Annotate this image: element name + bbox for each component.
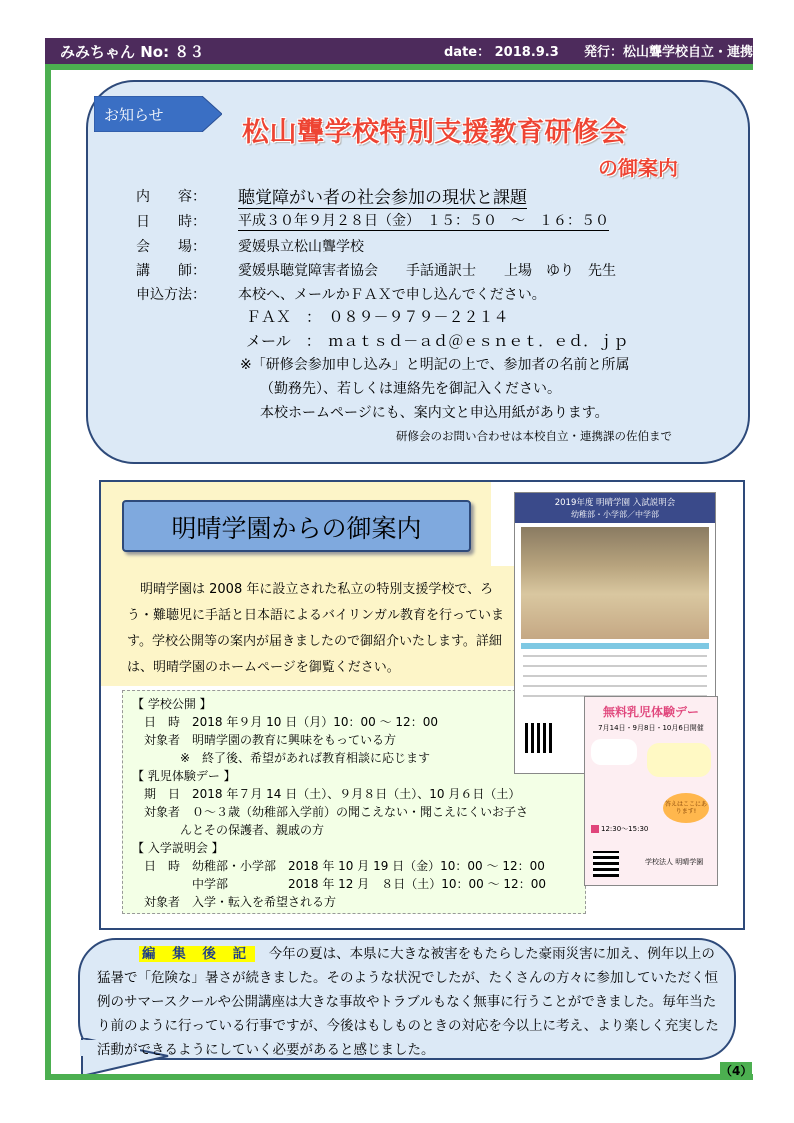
contact-note: 研修会のお問い合わせは本校自立・連携課の佐伯まで bbox=[396, 429, 672, 443]
newsletter-title: みみちゃん No: ８３ bbox=[60, 43, 205, 61]
notice-tag-label: お知らせ bbox=[104, 106, 164, 124]
row-value-datetime: 平成３０年９月２８日（金） １５：５０ ～ １６：５０ bbox=[238, 210, 609, 231]
flyer-text-line bbox=[523, 675, 707, 677]
row-label-lecturer: 講 師： bbox=[136, 263, 206, 279]
row-label-application: 申込方法： bbox=[136, 287, 206, 303]
flyer2-bullet bbox=[591, 825, 599, 833]
event-line: 中学部 2018 年 12 月 ８日（土）10：00 ～ 12：00 bbox=[132, 877, 546, 891]
homepage-note: 本校ホームページにも、案内文と申込用紙があります。 bbox=[260, 405, 609, 421]
newsletter-date: date： 2018.9.3 bbox=[444, 45, 559, 60]
event-line: 期 日 2018 年７月 14 日（土）、９月８日（土）、10 月６日（土） bbox=[132, 787, 521, 801]
event-line: 日 時 幼稚部・小学部 2018 年 10 月 19 日（金）10：00 ～ 12：00 bbox=[132, 859, 545, 873]
event-line: 【 入学説明会 】 bbox=[132, 841, 224, 855]
event-line: 【 学校公開 】 bbox=[132, 697, 212, 711]
event-line: 日 時 2018 年９月 10 日（月）10：00 ～ 12：00 bbox=[132, 715, 438, 729]
infant-day-flyer-image bbox=[584, 696, 718, 886]
editor-note-text bbox=[97, 942, 722, 1062]
event-line: ※ 終了後、希望があれば教育相談に応じます bbox=[132, 751, 431, 765]
row-value-venue: 愛媛県立松山聾学校 bbox=[238, 239, 364, 255]
event-line: 対象者 入学・転入を希望される方 bbox=[132, 895, 337, 909]
event-line: んとその保護者、親戚の方 bbox=[132, 823, 325, 837]
event-line: 対象者 ０～３歳（幼稚部入学前）の聞こえない・聞こえにくいお子さ bbox=[132, 805, 529, 819]
flyer2-answer-text: 答えはここにあります! bbox=[664, 801, 707, 815]
row-label-datetime: 日 時： bbox=[136, 214, 206, 230]
flyer2-title: 無料乳児体験デー bbox=[602, 705, 699, 719]
footer-line bbox=[45, 1074, 753, 1080]
event-line: 対象者 明晴学園の教育に興味をもっている方 bbox=[132, 733, 397, 747]
flyer-text-line bbox=[523, 655, 707, 657]
page-number: （4） bbox=[720, 1064, 753, 1078]
qr-code-icon bbox=[593, 851, 619, 877]
flyer2-bubble bbox=[647, 743, 711, 777]
notice-subtitle: の御案内 bbox=[598, 156, 678, 180]
flyer-subtitle: 幼稚部・小学部／中学部 bbox=[571, 510, 659, 519]
row-value-lecturer: 愛媛県聴覚障害者協会 手話通訳士 上場 ゆり 先生 bbox=[238, 263, 616, 279]
fax-number: ＦＡＸ ： ０８９－９７９－２２１４ bbox=[246, 308, 509, 326]
flyer-title: 2019年度 明晴学園 入試説明会 bbox=[554, 498, 676, 508]
flyer2-bubble bbox=[591, 739, 637, 765]
row-value-content: 聴覚障がい者の社会参加の現状と課題 bbox=[238, 183, 527, 209]
header-accent-line bbox=[45, 64, 753, 70]
newsletter-publisher: 発行：松山聾学校自立・連携課 bbox=[584, 45, 767, 60]
editor-note-badge: 編 集 後 記 bbox=[139, 946, 255, 962]
school-heading: 明晴学園からの御案内 bbox=[171, 514, 422, 543]
editor-note-body: 今年の夏は、本県に大きな被害をもたらした豪雨災害に加え、例年以上の猛暑で「危険な」暑さが続きました。そのような状況でしたが、たくさんの方々に参加していただく恒例のサマースクールや公開講座は大きな事故やトラブルもなく無事に行うことができました。毎年当たり前のように行っている行事ですが、今後はもしものときの対応を今以上に考え、より楽しく充実した活動ができるようにしていく必要があると感じました。 bbox=[97, 946, 719, 1058]
application-note-1: ※「研修会参加申し込み」と明記の上で、参加者の名前と所属 bbox=[240, 357, 630, 373]
row-value-application: 本校へ、メールかＦＡＸで申し込んでください。 bbox=[238, 287, 546, 303]
row-label-content: 内 容： bbox=[136, 189, 206, 205]
mail-address: メール ： ｍａｔｓｄ－ａｄ＠ｅｓｎｅｔ．ｅｄ．ｊｐ bbox=[246, 332, 629, 350]
qr-code-icon bbox=[525, 723, 555, 753]
group-photo bbox=[521, 527, 709, 639]
flyer2-time: 12:30～15:30 bbox=[601, 825, 649, 833]
flyer2-org: 学校法人 明晴学園 bbox=[645, 858, 704, 866]
notice-title: 松山聾学校特別支援教育研修会 bbox=[242, 117, 627, 148]
event-line: 【 乳児体験デー 】 bbox=[132, 769, 236, 783]
row-label-venue: 会 場： bbox=[136, 239, 206, 255]
flyer-text-line bbox=[523, 665, 707, 667]
application-note-2: （勤務先）、若しくは連絡先を御記入ください。 bbox=[260, 381, 561, 397]
flyer-text-line bbox=[523, 685, 707, 687]
flyer-accent-bar bbox=[521, 643, 709, 649]
school-intro: 明晴学園は 2008 年に設立された私立の特別支援学校で、ろう・難聴児に手話と日本語によるバイリンガル教育を行っています。学校公開等の案内が届きましたので御紹介いたします。詳細は、明晴学園のホームページを御覧ください。 bbox=[127, 582, 505, 675]
flyer2-dates: 7月14日・9月8日・10月6日開催 bbox=[598, 724, 704, 732]
left-accent-stripe bbox=[45, 70, 51, 1080]
